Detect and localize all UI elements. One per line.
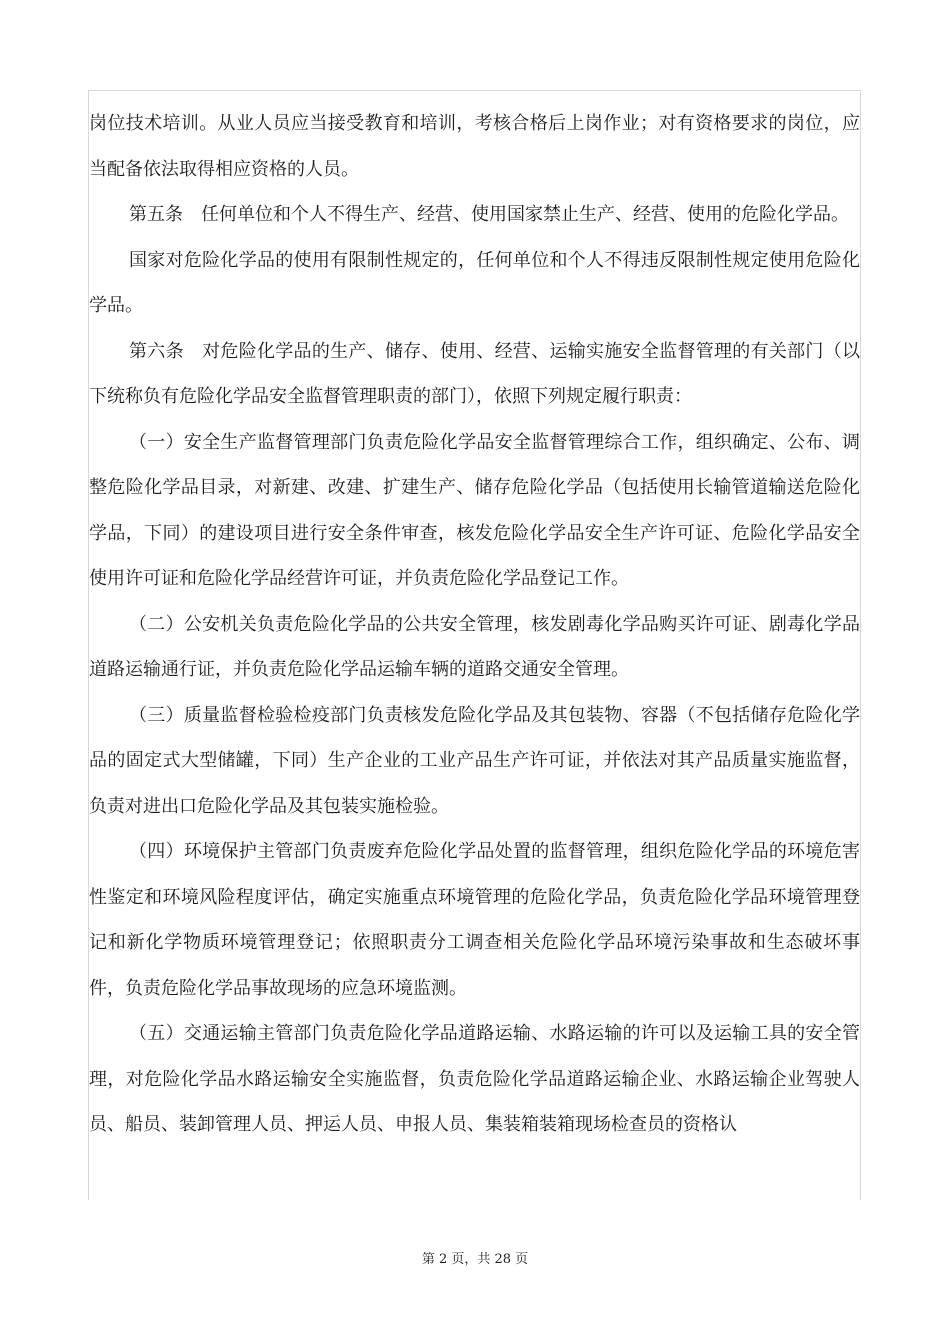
paragraph-item-1: （一）安全生产监督管理部门负责危险化学品安全监督管理综合工作，组织确定、公布、调整危险化学品目录，对新建、改建、扩建生产、储存危险化学品（包括使用长输管道输送危险化学品，下同）的建设项目进行安全条件审查，核发危险化学品安全生产许可证、危险化学品安全使用许可证和危险化学品经营许可证，并负责危险化学品登记工作。 — [89, 431, 860, 589]
document-body — [89, 101, 860, 1148]
paragraph-article-6: 第六条 对危险化学品的生产、储存、使用、经营、运输实施安全监督管理的有关部门（以下统称负有危险化学品安全监督管理职责的部门），依照下列规定履行职责： — [89, 340, 860, 407]
paragraph-item-3: （三）质量监督检验检疫部门负责核发危险化学品及其包装物、容器（不包括储存危险化学品的固定式大型储罐，下同）生产企业的工业产品生产许可证，并依法对其产品质量实施监督，负责对进出口危险化学品及其包装实施检验。 — [89, 704, 860, 817]
paragraph-restriction: 国家对危险化学品的使用有限制性规定的，任何单位和个人不得违反限制性规定使用危险化学品。 — [89, 249, 860, 316]
paragraph-1: 岗位技术培训。从业人员应当接受教育和培训，考核合格后上岗作业；对有资格要求的岗位，应当配备依法取得相应资格的人员。 — [89, 113, 860, 180]
paragraph-item-4: （四）环境保护主管部门负责废弃危险化学品处置的监督管理，组织危险化学品的环境危害性鉴定和环境风险程度评估，确定实施重点环境管理的危险化学品，负责危险化学品环境管理登记和新化学物质环境管理登记；依照职责分工调查相关危险化学品环境污染事故和生态破坏事件，负责危险化学品事故现场的应急环境监测。 — [89, 841, 860, 999]
page-number: 第 2 页，共 28 页 — [421, 1252, 529, 1267]
paragraph-item-2: （二）公安机关负责危险化学品的公共安全管理，核发剧毒化学品购买许可证、剧毒化学品道路运输通行证，并负责危险化学品运输车辆的道路交通安全管理。 — [89, 613, 860, 680]
page-frame — [88, 90, 861, 1200]
paragraph-item-5: （五）交通运输主管部门负责危险化学品道路运输、水路运输的许可以及运输工具的安全管理，对危险化学品水路运输安全实施监督，负责危险化学品道路运输企业、水路运输企业驾驶人员、船员、装卸管理人员、押运人员、申报人员、集装箱装箱现场检查员的资格认 — [89, 1023, 860, 1135]
paragraph-article-5: 第五条 任何单位和个人不得生产、经营、使用国家禁止生产、经营、使用的危险化学品。 — [129, 204, 849, 225]
